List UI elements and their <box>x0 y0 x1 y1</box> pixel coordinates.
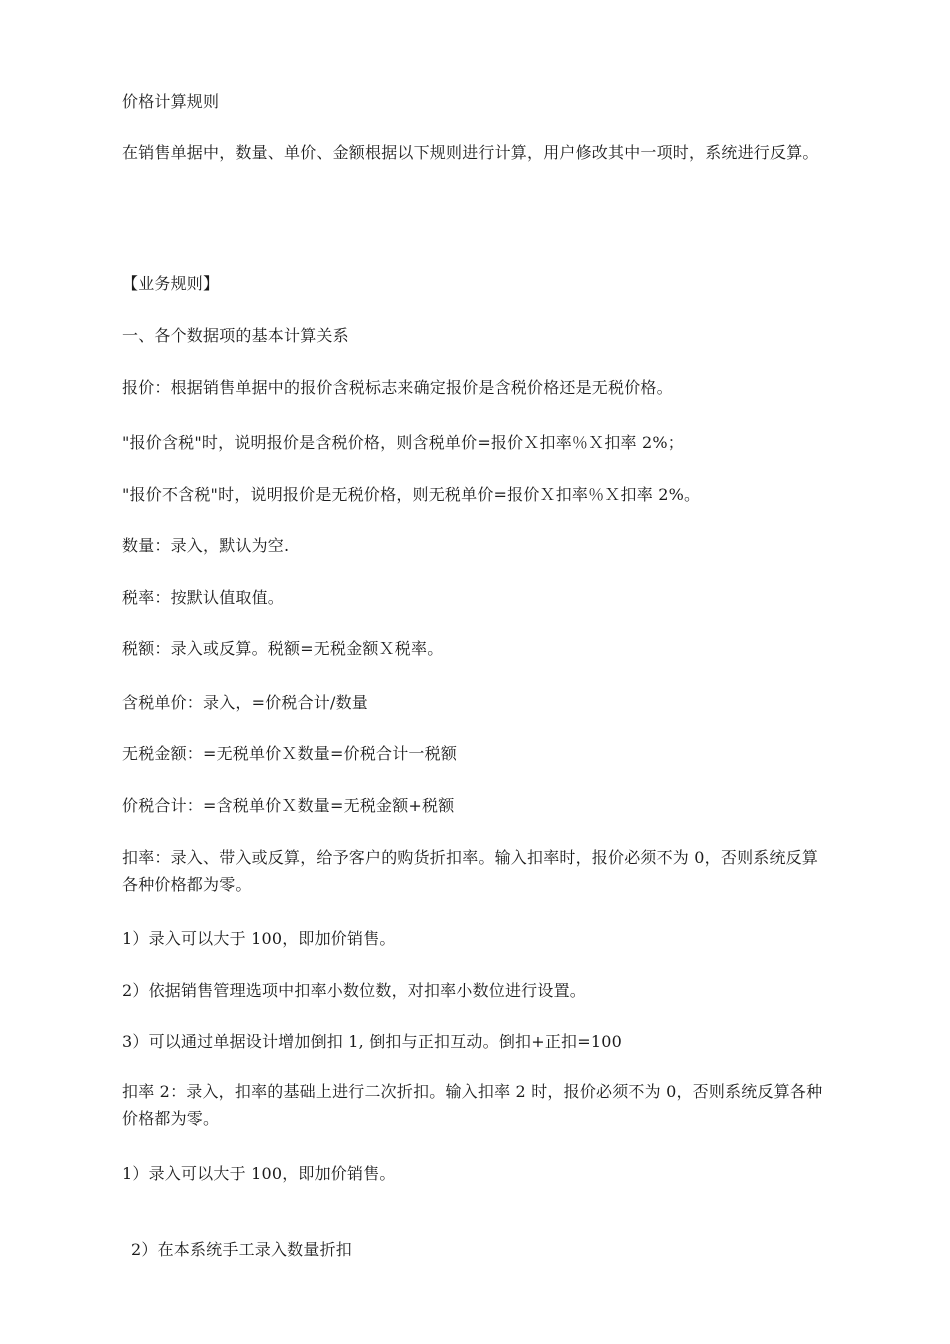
list-item-discount-2: 2）依据销售管理选项中扣率小数位数，对扣率小数位进行设置。 <box>122 981 586 1000</box>
paragraph-tax-exclusive: "报价不含税"时，说明报价是无税价格，则无税单价=报价Ｘ扣率％Ｘ扣率 2%。 <box>122 485 701 504</box>
paragraph-total-with-tax: 价税合计：=含税单价Ｘ数量=无税金额+税额 <box>122 796 455 815</box>
paragraph-tax-amount: 税额：录入或反算。税额=无税金额Ｘ税率。 <box>122 639 444 658</box>
paragraph-unit-price-with-tax: 含税单价：录入，=价税合计/数量 <box>122 693 368 712</box>
list-item-discount2-2: 2）在本系统手工录入数量折扣 <box>131 1240 352 1259</box>
document-title: 价格计算规则 <box>122 92 220 111</box>
paragraph-discount-rate-2: 扣率 2：录入，扣率的基础上进行二次折扣。输入扣率 2 时，报价必须不为 0，否则系统反算各种价格都为零。 <box>122 1082 823 1128</box>
paragraph-tax-inclusive: "报价含税"时，说明报价是含税价格，则含税单价=报价Ｘ扣率％Ｘ扣率 2%； <box>122 433 684 452</box>
list-item-discount-3: 3）可以通过单据设计增加倒扣 1, 倒扣与正扣互动。倒扣+正扣=100 <box>122 1032 622 1051</box>
section-heading: 【业务规则】 <box>122 274 220 293</box>
list-item-discount2-1: 1）录入可以大于 100，即加价销售。 <box>122 1164 396 1183</box>
subsection-heading: 一、各个数据项的基本计算关系 <box>122 326 349 345</box>
paragraph-quantity: 数量：录入，默认为空. <box>122 536 290 555</box>
paragraph-tax-rate: 税率：按默认值取值。 <box>122 588 285 607</box>
paragraph-discount-rate: 扣率：录入、带入或反算，给予客户的购货折扣率。输入扣率时，报价必须不为 0，否则系统反算各种价格都为零。 <box>122 848 819 894</box>
list-item-discount-1: 1）录入可以大于 100，即加价销售。 <box>122 929 396 948</box>
intro-paragraph: 在销售单据中，数量、单价、金额根据以下规则进行计算，用户修改其中一项时，系统进行反算。 <box>122 143 819 162</box>
paragraph-quote-price: 报价：根据销售单据中的报价含税标志来确定报价是含税价格还是无税价格。 <box>122 378 673 397</box>
paragraph-amount-without-tax: 无税金额：=无税单价Ｘ数量=价税合计一税额 <box>122 744 458 763</box>
